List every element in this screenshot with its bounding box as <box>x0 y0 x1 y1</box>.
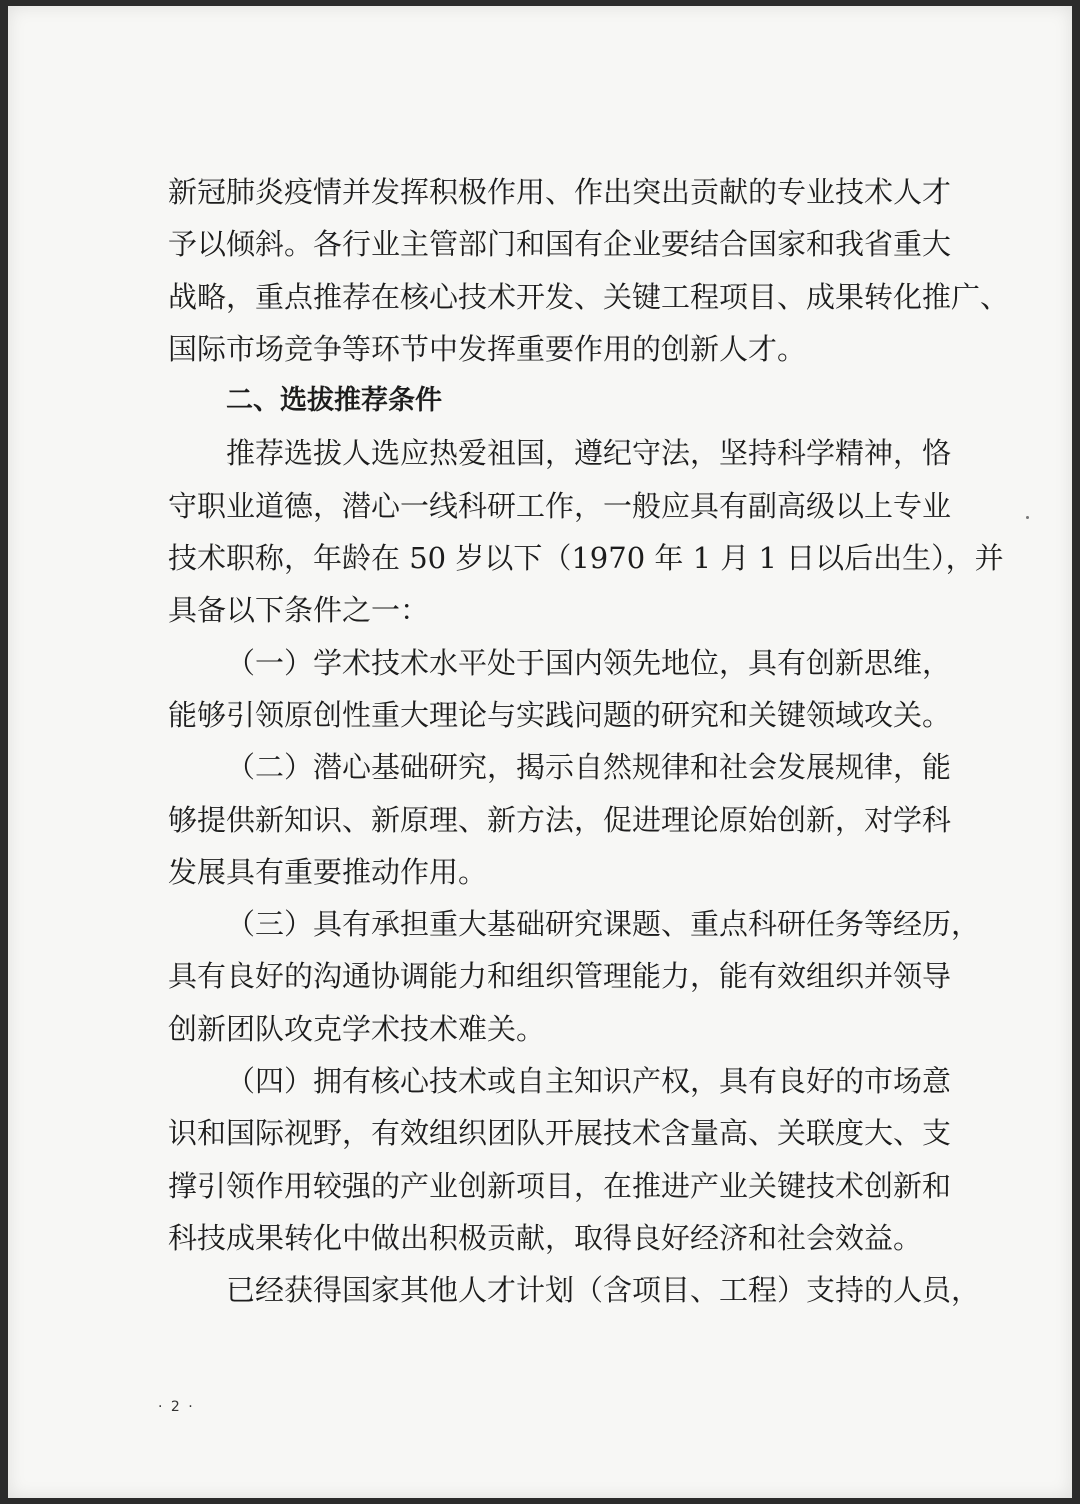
text-line: （二）潜心基础研究，揭示自然规律和社会发展规律，能 <box>226 750 952 785</box>
text-line: 战略，重点推荐在核心技术开发、关键工程项目、成果转化推广、 <box>168 279 1010 314</box>
text-line: 够提供新知识、新原理、新方法，促进理论原始创新，对学科 <box>168 802 952 837</box>
text-line: 科技成果转化中做出积极贡献，取得良好经济和社会效益。 <box>168 1220 923 1255</box>
document-page <box>8 6 1072 1498</box>
scan-speck <box>1026 516 1029 519</box>
text-line: （四）拥有核心技术或自主知识产权，具有良好的市场意 <box>226 1064 952 1099</box>
text-line: 已经获得国家其他人才计划（含项目、工程）支持的人员， <box>226 1273 981 1308</box>
text-line: 创新团队攻克学术技术难关。 <box>168 1011 546 1046</box>
text-line: 推荐选拔人选应热爱祖国，遵纪守法，坚持科学精神，恪 <box>226 436 952 471</box>
text-line: （一）学术技术水平处于国内领先地位，具有创新思维， <box>226 645 952 680</box>
text-line: 具备以下条件之一： <box>168 593 430 628</box>
text-line: 予以倾斜。各行业主管部门和国有企业要结合国家和我省重大 <box>168 227 952 262</box>
text-line: 守职业道德，潜心一线科研工作，一般应具有副高级以上专业 <box>168 488 952 523</box>
text-line: 识和国际视野，有效组织团队开展技术含量高、关联度大、支 <box>168 1116 952 1151</box>
document-body <box>168 166 1010 1317</box>
text-line: 新冠肺炎疫情并发挥积极作用、作出突出贡献的专业技术人才 <box>168 175 952 209</box>
text-line: 撑引领作用较强的产业创新项目，在推进产业关键技术创新和 <box>168 1168 952 1203</box>
text-line: 国际市场竞争等环节中发挥重要作用的创新人才。 <box>168 331 807 366</box>
section-heading: 二、选拔推荐条件 <box>226 385 442 417</box>
page-number: · 2 · <box>158 1399 195 1415</box>
text-line: 技术职称，年龄在 50 岁以下（1970 年 1 月 1 日以后出生），并 <box>168 541 1004 576</box>
text-line: （三）具有承担重大基础研究课题、重点科研任务等经历， <box>226 907 981 942</box>
text-line: 具有良好的沟通协调能力和组织管理能力，能有效组织并领导 <box>168 959 952 994</box>
text-line: 能够引领原创性重大理论与实践问题的研究和关键领域攻关。 <box>168 697 952 732</box>
text-line: 发展具有重要推动作用。 <box>168 854 488 889</box>
